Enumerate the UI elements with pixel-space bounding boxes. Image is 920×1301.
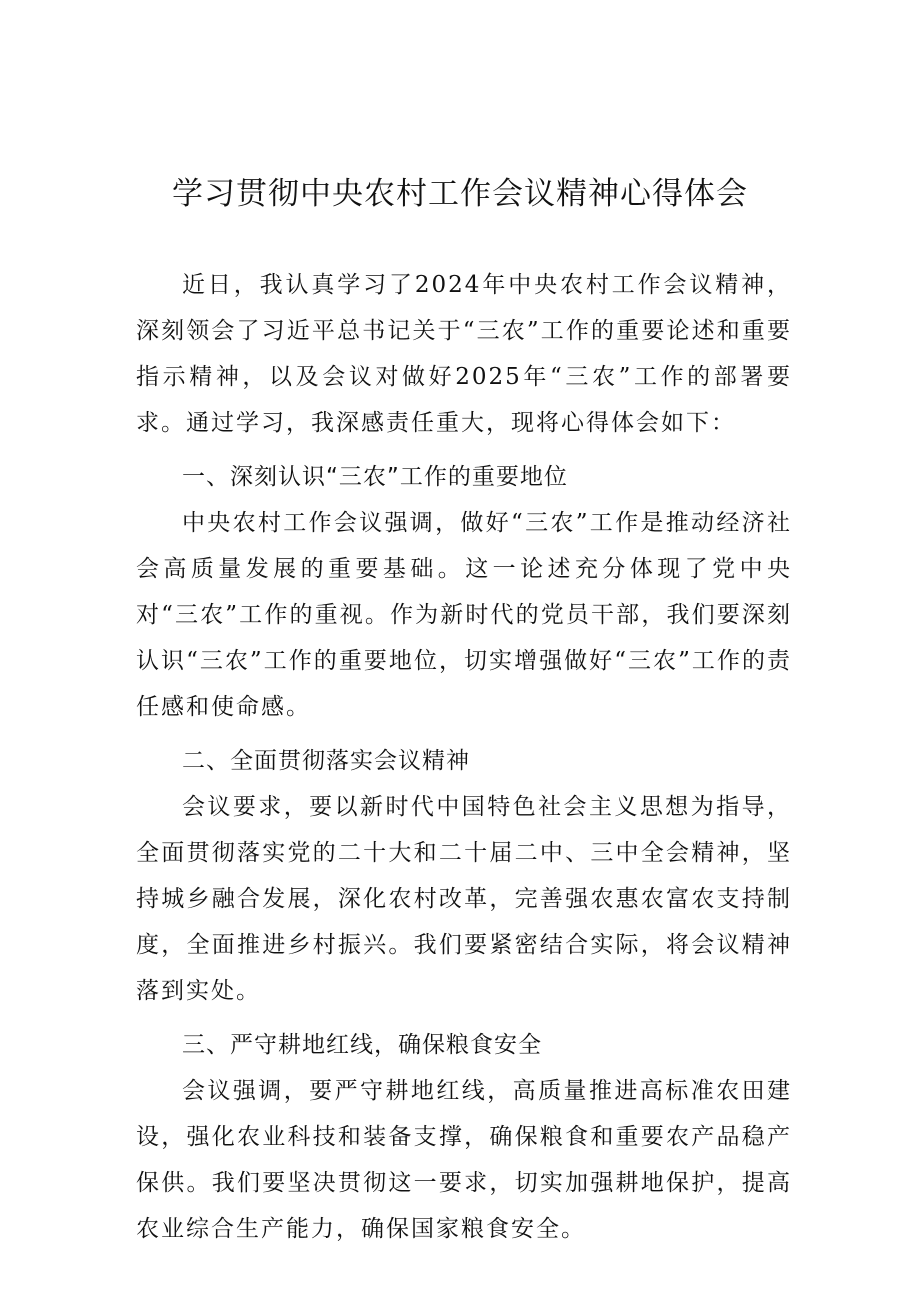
section-heading-2: 二、全面贯彻落实会议精神 — [182, 748, 470, 774]
document-title: 学习贯彻中央农村工作会议精神心得体会 — [172, 176, 748, 212]
section-body-3: 会议强调，要严守耕地红线，高质量推进高标准农田建设，强化农业科技和装备支撑，确保粮食和重要农产品稳产保供。我们要坚决贯彻这一要求，切实加强耕地保护，提高农业综合生产能力，确保国家粮食安全。 — [136, 1078, 792, 1242]
section-heading-3: 三、严守耕地红线，确保粮食安全 — [182, 1032, 542, 1058]
section-body-1: 中央农村工作会议强调，做好“三农”工作是推动经济社会高质量发展的重要基础。这一论述充分体现了党中央对“三农”工作的重视。作为新时代的党员干部，我们要深刻认识“三农”工作的重要地位，切实增强做好“三农”工作的责任感和使命感。 — [136, 510, 792, 720]
intro-paragraph: 近日，我认真学习了2024年中央农村工作会议精神，深刻领会了习近平总书记关于“三农”工作的重要论述和重要指示精神，以及会议对做好2025年“三农”工作的部署要求。通过学习，我深感责任重大，现将心得体会如下： — [136, 272, 792, 436]
section-body-2: 会议要求，要以新时代中国特色社会主义思想为指导，全面贯彻落实党的二十大和二十届二中、三中全会精神，坚持城乡融合发展，深化农村改革，完善强农惠农富农支持制度，全面推进乡村振兴。我们要紧密结合实际，将会议精神落到实处。 — [136, 794, 792, 1004]
document-body — [136, 262, 792, 1252]
section-heading-1: 一、深刻认识“三农”工作的重要地位 — [182, 464, 568, 490]
